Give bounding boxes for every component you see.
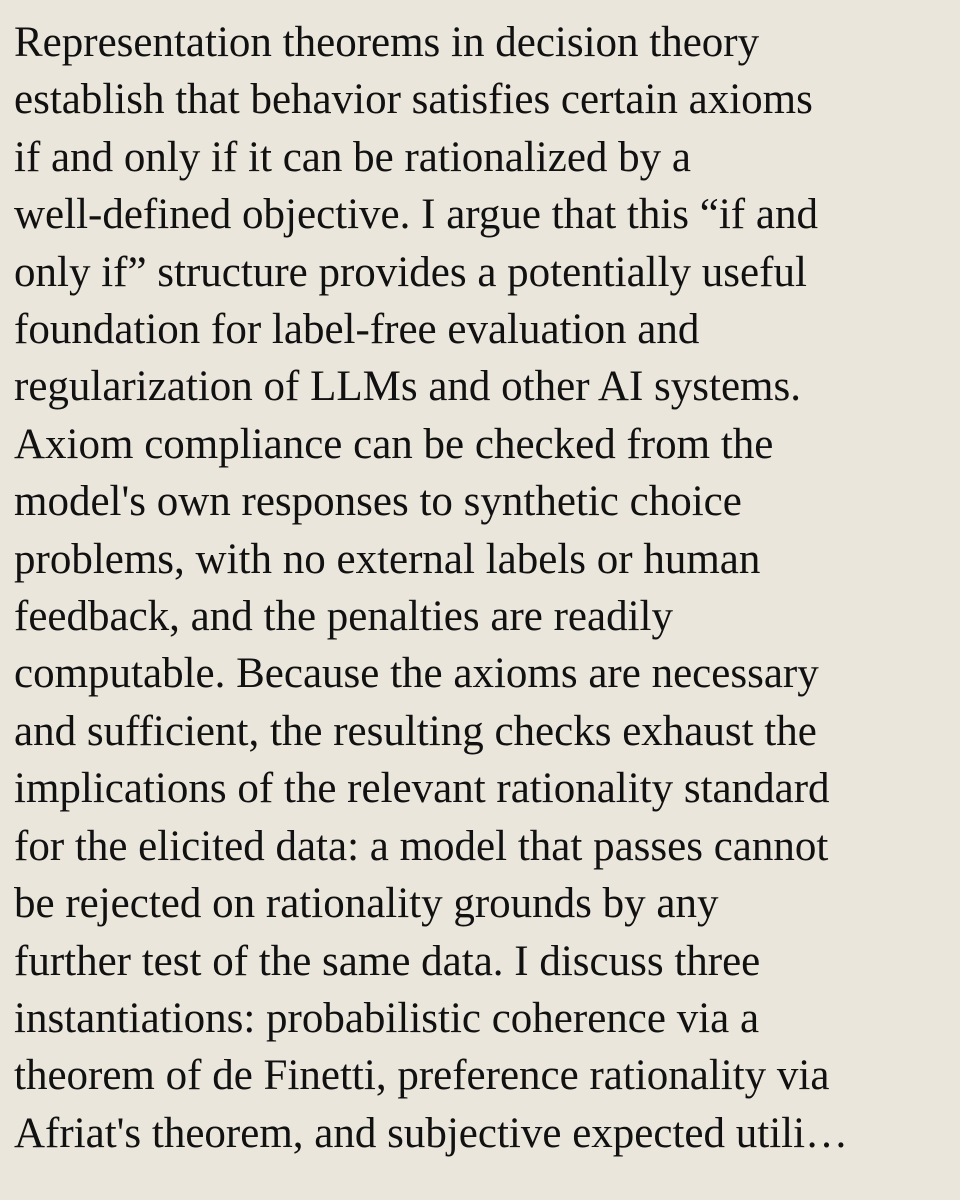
abstract-line-9: model's own responses to synthetic choice (14, 478, 742, 526)
abstract-line-3: if and only if it can be rationalized by a (14, 133, 691, 181)
abstract-line-4: well-defined objective. I argue that this “if and (14, 191, 818, 239)
abstract-line-10: problems, with no external labels or human (14, 535, 761, 583)
abstract-line-17: further test of the same data. I discuss three (14, 937, 761, 985)
abstract-line-5: only if” structure provides a potentially useful (14, 248, 807, 296)
abstract-line-11: feedback, and the penalties are readily (14, 593, 673, 641)
abstract-paragraph (14, 14, 944, 1162)
abstract-line-14: implications of the relevant rationality standard (14, 765, 830, 813)
abstract-line-12: computable. Because the axioms are necessary (14, 650, 819, 698)
abstract-line-1: Representation theorems in decision theory (14, 19, 760, 66)
abstract-line-13: and sufficient, the resulting checks exhaust the (14, 707, 817, 755)
abstract-line-8: Axiom compliance can be checked from the (14, 420, 774, 468)
abstract-line-16: be rejected on rationality grounds by any (14, 880, 719, 928)
abstract-line-15: for the elicited data: a model that passes cannot (14, 822, 829, 870)
abstract-line-2: establish that behavior satisfies certain axioms (14, 76, 813, 124)
abstract-line-18: instantiations: probabilistic coherence via a (14, 994, 760, 1042)
abstract-line-7: regularization of LLMs and other AI systems. (14, 363, 801, 411)
abstract-line-19: theorem of de Finetti, preference rationality via (14, 1052, 830, 1100)
abstract-line-6: foundation for label-free evaluation and (14, 306, 700, 354)
abstract-line-20: Afriat's theorem, and subjective expected utili… (14, 1109, 849, 1157)
